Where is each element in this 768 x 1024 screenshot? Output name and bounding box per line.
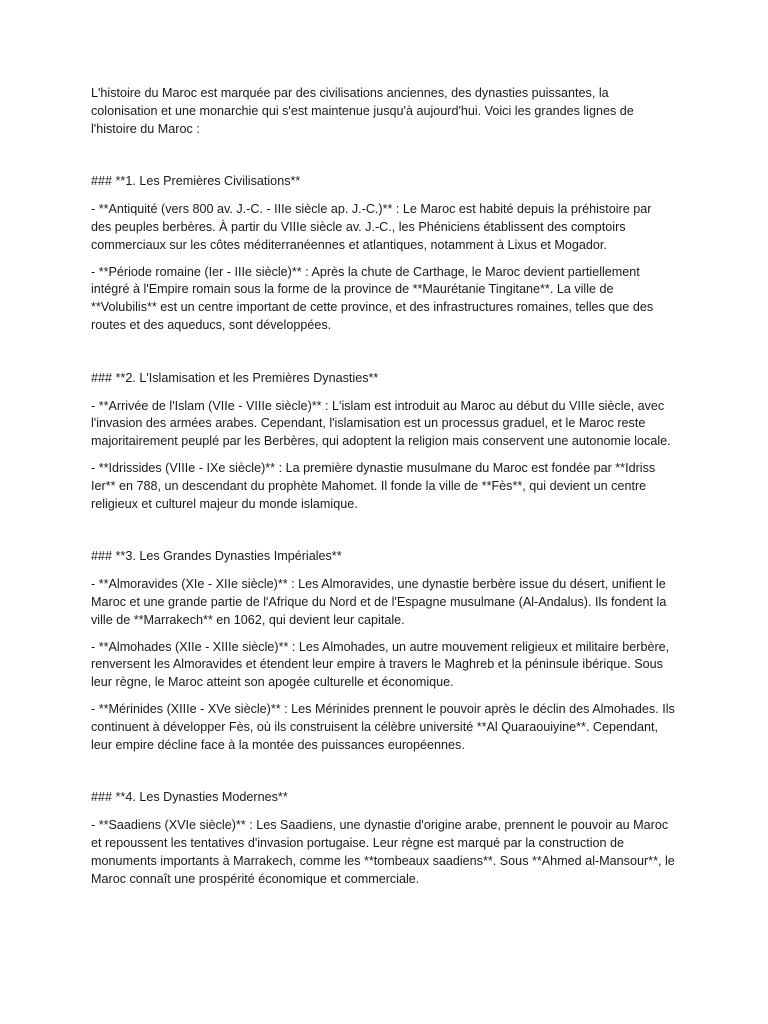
- section-heading: ### **3. Les Grandes Dynasties Impériales**: [91, 549, 342, 564]
- section-heading: ### **1. Les Premières Civilisations**: [91, 174, 301, 189]
- list-item: - **Idrissides (VIIIe - IXe siècle)** : La première dynastie musulmane du Maroc est fondée par **Idriss Ier** en 788, un descendant du prophète Mahomet. Il fonde la ville de **Fès**, qui devient un centre religieux et culturel majeur du monde islamique.: [91, 460, 656, 511]
- list-item: - **Almoravides (XIe - XIIe siècle)** : Les Almoravides, une dynastie berbère issue du désert, unifient le Maroc et une grande partie de l'Afrique du Nord et de l'Espagne musulmane (Al-Andalus). Ils fondent la ville de **Marrakech** en 1062, qui devient leur capitale.: [91, 577, 667, 627]
- section-heading: ### **4. Les Dynasties Modernes**: [91, 790, 288, 805]
- section-heading: ### **2. L'Islamisation et les Premières Dynasties**: [91, 370, 379, 385]
- section-spacer: [91, 522, 675, 548]
- section-spacer: [91, 763, 675, 789]
- document-page: [91, 85, 675, 897]
- intro-paragraph: L'histoire du Maroc est marquée par des civilisations anciennes, des dynasties puissantes, la colonisation et une monarchie qui s'est maintenue jusqu'à aujourd'hui. Voici les grandes lignes de l'histoire du Maroc :: [91, 86, 634, 136]
- list-item: - **Saadiens (XVIe siècle)** : Les Saadiens, une dynastie d'origine arabe, prennent le pouvoir au Maroc et repoussent les tentatives d'invasion portugaise. Leur règne est marqué par la construction de monuments importants à Marrakech, comme les **tombeaux saadiens**. Sous **Ahmed al-Mansour**, le Maroc connaît une prospérité économique et commerciale.: [91, 818, 675, 886]
- list-item: - **Antiquité (vers 800 av. J.-C. - IIIe siècle ap. J.-C.)** : Le Maroc est habité depuis la préhistoire par des peuples berbères. À partir du VIIIe siècle av. J.-C., les Phéniciens établissent des comptoirs commerciaux sur les côtes méditerranéennes et atlantiques, notamment à Lixus et Mogador.: [91, 202, 652, 252]
- list-item: - **Almohades (XIIe - XIIIe siècle)** : Les Almohades, un autre mouvement religieux et militaire berbère, renversent les Almoravides et étendent leur empire à travers le Maghreb et la péninsule ibérique. Sous leur règne, le Maroc atteint son apogée culturelle et économique.: [91, 639, 670, 690]
- list-item: - **Mérinides (XIIIe - XVe siècle)** : Les Mérinides prennent le pouvoir après le déclin des Almohades. Ils continuent à développer Fès, où ils construisent la célèbre université **Al Quaraouiyine**. Cependant, leur empire décline face à la montée des puissances européennes.: [91, 701, 675, 752]
- list-item: - **Période romaine (Ier - IIIe siècle)** : Après la chute de Carthage, le Maroc devient partiellement intégré à l'Empire romain sous la forme de la province de **Maurétanie Tingitane**. La ville de **Volubilis** est un centre important de cette province, et des infrastructures romaines, telles que des routes et des aqueducs, sont développées.: [91, 264, 654, 332]
- section-spacer: [91, 344, 675, 370]
- list-item: - **Arrivée de l'Islam (VIIe - VIIIe siècle)** : L'islam est introduit au Maroc au début du VIIIe siècle, avec l'invasion des armées arabes. Cependant, l'islamisation est un processus graduel, et le Maroc reste majoritairement peuplé par les Berbères, qui adoptent la religion mais conservent une autonomie locale.: [91, 398, 671, 449]
